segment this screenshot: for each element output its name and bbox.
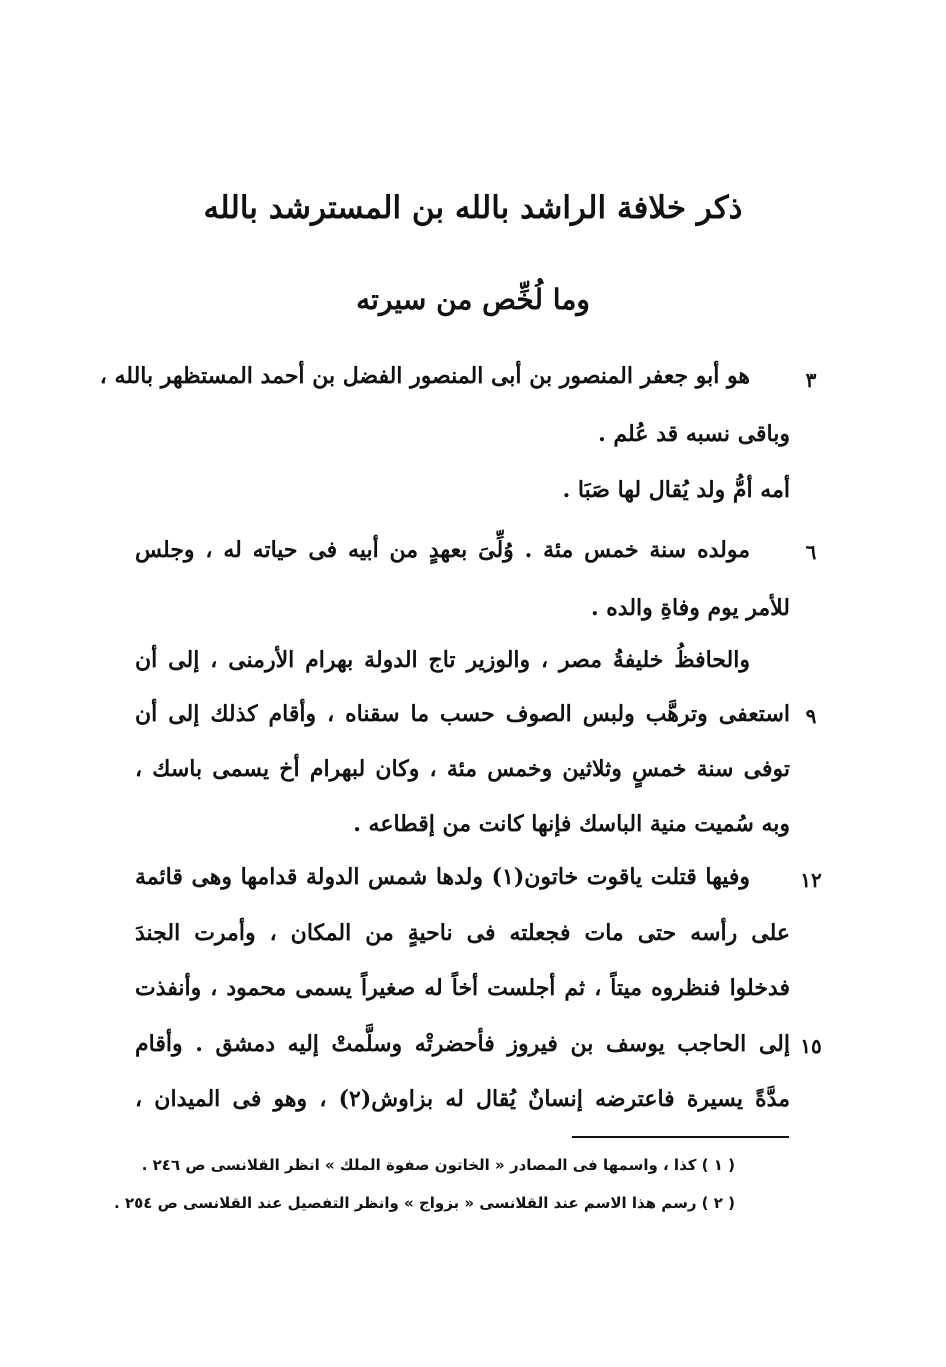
- line-number: ٣: [805, 368, 817, 392]
- text-line: فدخلوا فنظروه ميتاً ، ثم أجلست أخاً له صغيراً يسمى محمود ، وأنفذت: [135, 975, 790, 1001]
- text-line: وباقى نسبه قد عُلم .: [598, 421, 790, 447]
- text-line: للأمر يوم وفاةِ والده .: [590, 595, 790, 621]
- text-line: أمه أمُّ ولد يُقال لها صَبَا .: [562, 477, 790, 503]
- text-line: على رأسه حتى مات فجعلته فى ناحيةٍ من المكان ، وأمرت الجندَ: [135, 920, 790, 946]
- text-line: مولده سنة خمس مئة . وُلِّىَ بعهدٍ من أبيه فى حياته له ، وجلس: [135, 537, 750, 563]
- line-number: ٦: [805, 540, 817, 564]
- text-line: إلى الحاجب يوسف بن فيروز فأحضرتْه وسلَّمتْ إليه دمشق . وأقام: [135, 1031, 790, 1057]
- text-line: وفيها قتلت ياقوت خاتون(١) ولدها شمس الدولة قدامها وهى قائمة: [135, 864, 750, 890]
- footnote-2: ( ٢ ) رسم هذا الاسم عند القلانسى « بزواج » وانظر التفصيل عند القلانسى ص ٢٥٤ .: [114, 1194, 735, 1212]
- line-number: ١٥: [800, 1034, 822, 1058]
- line-number: ١٢: [800, 868, 822, 892]
- text-line: والحافظُ خليفةُ مصر ، والوزير تاج الدولة بهرام الأرمنى ، إلى أن: [135, 647, 750, 673]
- chapter-subtitle: وما لُخِّص من سيرته: [356, 283, 590, 316]
- text-line: استعفى وترهَّب ولبس الصوف حسب ما سقناه ، وأقام كذلك إلى أن: [135, 701, 790, 727]
- footnote-divider: [572, 1136, 789, 1138]
- line-number: ٩: [805, 704, 817, 728]
- chapter-title: ذكر خلافة الراشد بالله بن المسترشد بالله: [203, 190, 743, 226]
- text-line: وبه سُميت منية الباسك فإنها كانت من إقطاعه .: [353, 811, 790, 837]
- text-line: توفى سنة خمسٍ وثلاثين وخمس مئة ، وكان لبهرام أخ يسمى باسك ،: [135, 756, 790, 782]
- text-line: مدَّةً يسيرة فاعترضه إنسانٌ يُقال له بزاوش(٢) ، وهو فى الميدان ،: [135, 1086, 791, 1112]
- footnote-1: ( ١ ) كذا ، واسمها فى المصادر « الخاتون صفوة الملك » انظر القلانسى ص ٢٤٦ .: [141, 1156, 735, 1174]
- text-line: هو أبو جعفر المنصور بن أبى المنصور الفضل بن أحمد المستظهر بالله ،: [99, 363, 750, 389]
